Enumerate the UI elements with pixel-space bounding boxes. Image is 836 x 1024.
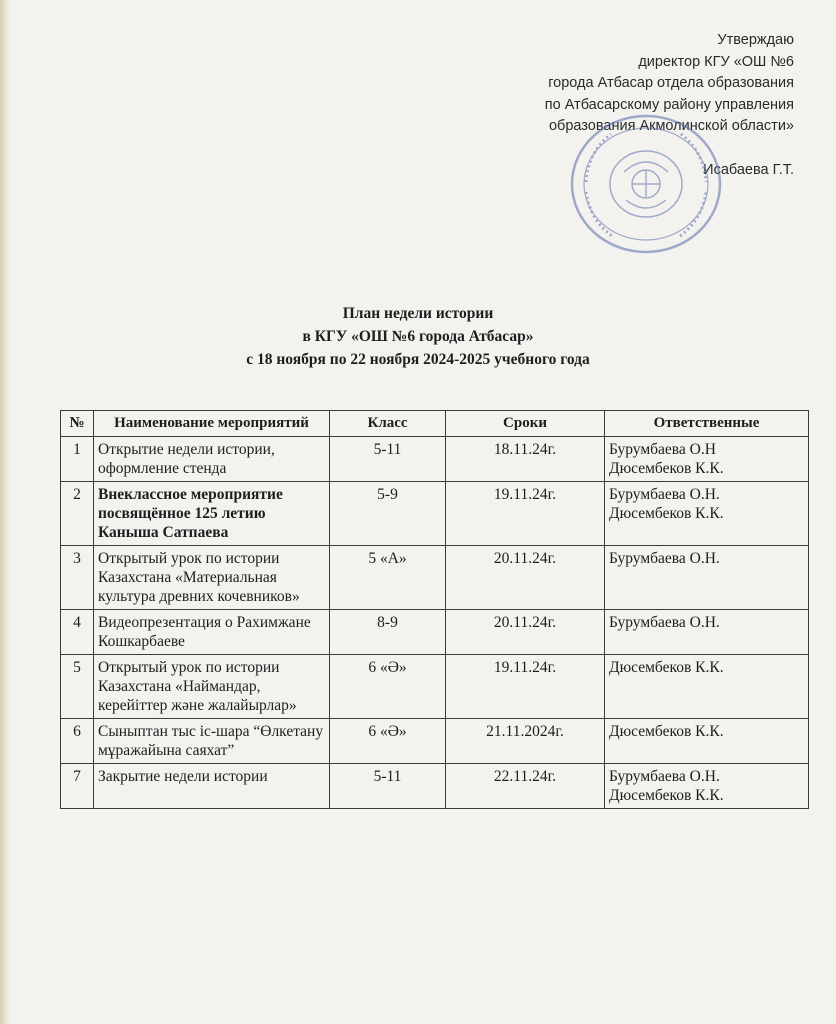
row-responsible [605, 437, 809, 482]
official-stamp-icon [566, 112, 726, 257]
row-num: 7 [61, 764, 94, 809]
responsible-name: Дюсембеков К.К. [609, 787, 724, 804]
responsible-name: Бурумбаева О.Н [609, 441, 716, 458]
row-responsible [605, 719, 809, 764]
row-date: 21.11.2024г. [446, 719, 605, 764]
table-row [61, 482, 809, 546]
row-num: 3 [61, 546, 94, 610]
approval-line: по Атбасарскому району управления [544, 96, 794, 113]
row-event: Видеопрезентация о Рахимжане Кошкарбаеве [94, 610, 330, 655]
table-row [61, 546, 809, 610]
row-date: 19.11.24г. [446, 482, 605, 546]
row-date: 18.11.24г. [446, 437, 605, 482]
row-event: Открытый урок по истории Казахстана «Материальная культура древних кочевников» [94, 546, 330, 610]
row-num: 1 [61, 437, 94, 482]
page-edge [0, 0, 10, 1024]
responsible-name: Бурумбаева О.Н. [609, 768, 720, 785]
responsible-name: Дюсембеков К.К. [609, 505, 724, 522]
document-title [0, 302, 836, 371]
approval-line: Утверждаю [717, 32, 794, 48]
table-row [61, 764, 809, 809]
row-responsible [605, 546, 809, 610]
table-row [61, 719, 809, 764]
row-event: Закрытие недели истории [94, 764, 330, 809]
table-row [61, 437, 809, 482]
row-class: 5-11 [330, 437, 446, 482]
row-class: 5 «А» [330, 546, 446, 610]
row-date: 20.11.24г. [446, 610, 605, 655]
row-num: 6 [61, 719, 94, 764]
row-class: 8-9 [330, 610, 446, 655]
approval-line: города Атбасар отдела образования [548, 75, 794, 91]
row-date: 20.11.24г. [446, 546, 605, 610]
row-num: 2 [61, 482, 94, 546]
row-responsible [605, 655, 809, 719]
approval-line: директор КГУ «ОШ №6 [638, 53, 794, 70]
header-num: № [61, 411, 94, 437]
responsible-name: Бурумбаева О.Н. [609, 550, 720, 567]
row-event: Открытый урок по истории Казахстана «Наймандар, керейіттер және жалайырлар» [94, 655, 330, 719]
title-line-3: с 18 ноября по 22 ноября 2024-2025 учебного года [246, 351, 590, 368]
responsible-name: Бурумбаева О.Н. [609, 486, 720, 503]
row-class: 6 «Ә» [330, 719, 446, 764]
responsible-name: Дюсембеков К.К. [609, 659, 724, 676]
row-date: 19.11.24г. [446, 655, 605, 719]
row-class: 5-11 [330, 764, 446, 809]
title-line-1: План недели истории [342, 305, 494, 322]
responsible-name: Бурумбаева О.Н. [609, 614, 720, 631]
row-class: 6 «Ә» [330, 655, 446, 719]
events-table [60, 410, 809, 809]
approval-signer: Исабаева Г.Т. [703, 161, 794, 178]
row-responsible [605, 482, 809, 546]
row-class: 5-9 [330, 482, 446, 546]
row-event: Открытие недели истории, оформление стенда [94, 437, 330, 482]
row-responsible [605, 764, 809, 809]
responsible-name: Дюсембеков К.К. [609, 460, 724, 477]
header-event: Наименование мероприятий [94, 411, 330, 437]
row-date: 22.11.24г. [446, 764, 605, 809]
responsible-name: Дюсембеков К.К. [609, 723, 724, 740]
row-event: Внеклассное мероприятие посвящённое 125 летию Каныша Сатпаева [94, 482, 330, 546]
table-row [61, 610, 809, 655]
title-line-2: в КГУ «ОШ №6 города Атбасар» [302, 328, 534, 345]
row-responsible [605, 610, 809, 655]
table-header-row [61, 411, 809, 437]
table-row [61, 655, 809, 719]
header-date: Сроки [446, 411, 605, 437]
header-responsible: Ответственные [605, 411, 809, 437]
header-class: Класс [330, 411, 446, 437]
row-num: 4 [61, 610, 94, 655]
row-num: 5 [61, 655, 94, 719]
approval-line: образования Акмолинской области» [548, 118, 794, 134]
row-event: Сыныптан тыс іс-шара “Өлкетану мұражайына саяхат” [94, 719, 330, 764]
